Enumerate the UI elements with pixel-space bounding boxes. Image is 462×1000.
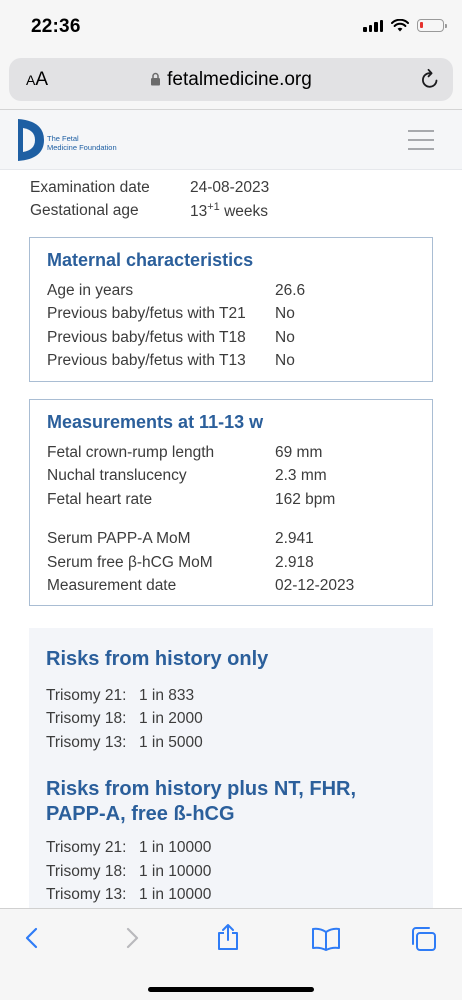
row-value: 69 mm (275, 443, 323, 461)
risk-row (46, 884, 433, 908)
serum-row (47, 528, 432, 552)
measurements-card (29, 399, 433, 606)
measurement-row (47, 441, 432, 465)
row-label: Age in years (47, 281, 134, 299)
status-bar (0, 0, 462, 54)
measurements-title: Measurements at 11-13 w (47, 412, 264, 432)
risk-label: Trisomy 13: (46, 886, 127, 904)
site-header (0, 110, 462, 170)
row-value: 2.941 (275, 530, 314, 548)
maternal-title: Maternal characteristics (47, 250, 254, 270)
row-value: 162 bpm (275, 490, 336, 508)
lock-icon (150, 72, 161, 86)
risk-value: 1 in 10000 (139, 862, 212, 880)
risk-value: 1 in 5000 (139, 733, 203, 751)
row-value: No (275, 328, 295, 346)
book-icon[interactable] (311, 927, 341, 951)
risk-row (46, 731, 433, 755)
risk-value: 1 in 2000 (139, 710, 203, 728)
row-label: Previous baby/fetus with T18 (47, 328, 246, 346)
row-value: No (275, 305, 295, 323)
risk-row (46, 708, 433, 732)
risk-label: Trisomy 13: (46, 733, 127, 751)
row-label: Fetal heart rate (47, 490, 153, 508)
row-value: No (275, 352, 295, 370)
risk-value: 1 in 10000 (139, 839, 212, 857)
exam-date-row (30, 176, 269, 200)
fmf-logo-icon[interactable] (15, 117, 45, 163)
row-value: 26.6 (275, 281, 306, 299)
risk-value: 1 in 833 (139, 686, 195, 704)
measurement-row (47, 488, 432, 512)
address-bar[interactable] (9, 58, 453, 101)
row-label: Nuchal translucency (47, 467, 187, 485)
home-indicator (148, 987, 314, 992)
row-label: Measurement date (47, 577, 177, 595)
maternal-row (47, 350, 432, 374)
row-label: Previous baby/fetus with T21 (47, 305, 246, 323)
battery-level (420, 22, 423, 28)
row-value: 02-12-2023 (275, 577, 355, 595)
status-time: 22:36 (31, 16, 81, 37)
row-label: Fetal crown-rump length (47, 443, 215, 461)
risk-row (46, 837, 433, 861)
risk-label: Trisomy 21: (46, 839, 127, 857)
gestational-age-value: $13^{+1}$ weeks (190, 201, 269, 221)
exam-date-value: 24-08-2023 (190, 178, 270, 196)
cellular-signal-icon (363, 19, 383, 32)
gestational-age-row (30, 200, 269, 224)
risks-panel (29, 628, 433, 908)
chevron-right-icon[interactable] (122, 927, 142, 949)
row-label: Previous baby/fetus with T13 (47, 352, 246, 370)
text-size-button[interactable]: AA (26, 69, 49, 90)
maternal-row (47, 326, 432, 350)
chevron-left-icon[interactable] (22, 927, 42, 949)
browser-address-area (0, 54, 462, 110)
row-label: Serum free β-hCG MoM (47, 553, 213, 571)
hamburger-menu-icon[interactable] (408, 130, 434, 150)
serum-row (47, 551, 432, 575)
maternal-row (47, 303, 432, 327)
status-icons (363, 19, 444, 32)
exam-summary (30, 176, 269, 223)
browser-toolbar (0, 908, 462, 1000)
row-value: 2.3 mm (275, 467, 327, 485)
risk-value: 1 in 10000 (139, 886, 212, 904)
risks-combined-title: Risks from history plus NT, FHR, PAPP-A, free ß-hCG (46, 777, 357, 825)
serum-row (47, 575, 432, 599)
risk-label: Trisomy 21: (46, 686, 127, 704)
risk-label: Trisomy 18: (46, 862, 127, 880)
risks-history-title: Risks from history only (46, 648, 269, 670)
maternal-row (47, 279, 432, 303)
gestational-age-label: Gestational age (30, 202, 139, 220)
risk-row (46, 684, 433, 708)
wifi-icon (391, 19, 409, 32)
reload-icon[interactable] (420, 68, 440, 90)
url-text: fetalmedicine.org (167, 69, 312, 90)
row-label: Serum PAPP-A MoM (47, 530, 191, 548)
risk-label: Trisomy 18: (46, 710, 127, 728)
page-content (0, 170, 462, 908)
url-display[interactable] (9, 69, 453, 91)
logo-text[interactable]: The Fetal Medicine Foundation (47, 134, 117, 152)
exam-date-label: Examination date (30, 178, 150, 196)
maternal-characteristics-card (29, 237, 433, 382)
tabs-icon[interactable] (410, 926, 438, 952)
risk-row (46, 860, 433, 884)
share-icon[interactable] (216, 923, 240, 951)
row-value: 2.918 (275, 553, 314, 571)
battery-icon (417, 19, 444, 32)
measurement-row (47, 465, 432, 489)
